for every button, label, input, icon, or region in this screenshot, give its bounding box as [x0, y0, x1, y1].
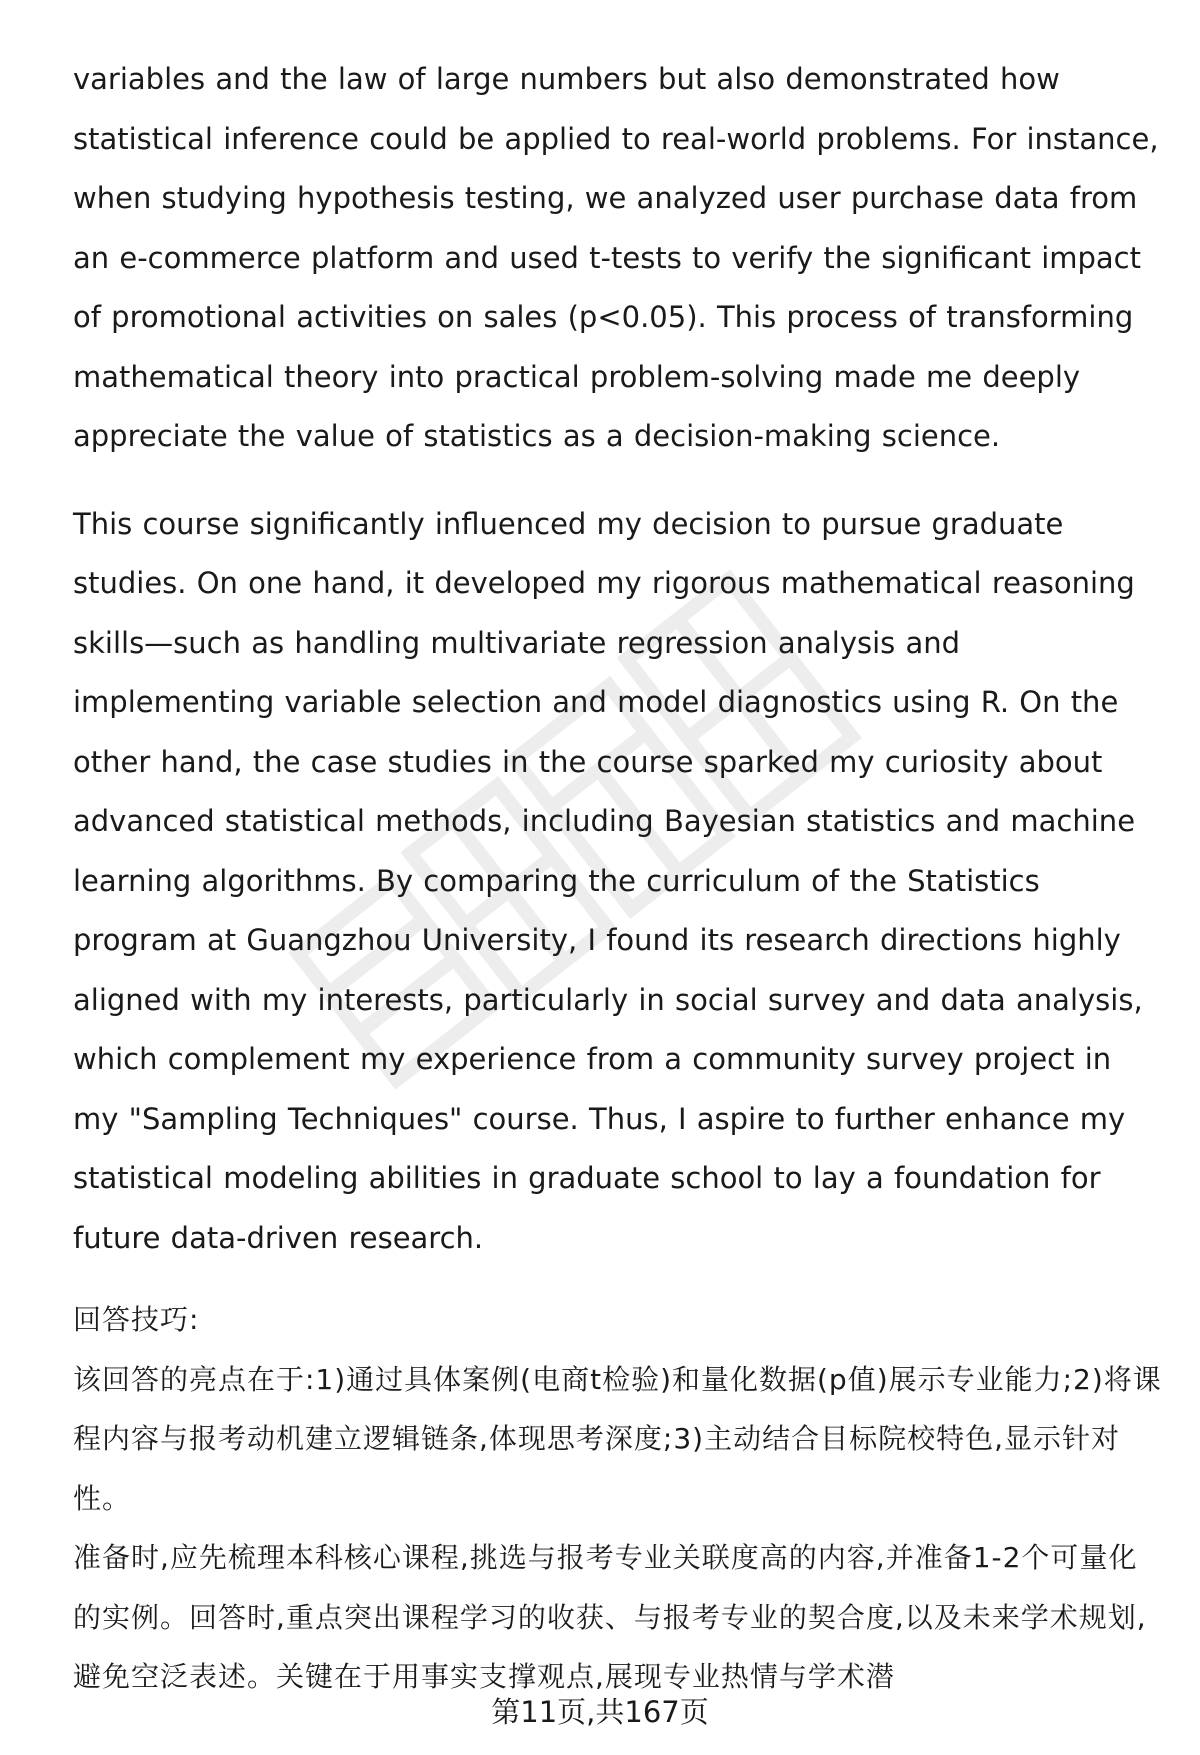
page-number-footer: 第11页,共167页 — [491, 1695, 709, 1729]
document-body — [73, 50, 1163, 1707]
body-paragraph: variables and the law of large numbers but also demonstrated how statistical inference could be applied to real-world problems. For instance, when studying hypothesis testing, we analyzed user purchase data from an e-commerce platform and used t-tests to verify the significant impact of promotional activities on sales (p<0.05). This process of transforming mathematical theory into practical problem-solving made me deeply appreciate the value of statistics as a decision-making science. — [73, 62, 1159, 453]
tips-paragraph: 准备时,应先梳理本科核心课程,挑选与报考专业关联度高的内容,并准备1-2个可量化的实例。回答时,重点突出课程学习的收获、与报考专业的契合度,以及未来学术规划,避免空泛表述。关键在于用事实支撑观点,展现专业热情与学术潜 — [73, 1541, 1147, 1693]
answer-tips-section — [73, 1290, 1163, 1707]
body-paragraph: This course significantly influenced my decision to pursue graduate studies. On one hand, it developed my rigorous mathematical reasoning skills—such as handling multivariate regression analysis and implementing variable selection and model diagnostics using R. On the other hand, the case studies in the course sparked my curiosity about advanced statistical methods, including Bayesian statistics and machine learning algorithms. By comparing the curriculum of the Statistics program at Guangzhou University, I found its research directions highly aligned with my interests, particularly in social survey and data analysis, which complement my experience from a community survey project in my "Sampling Techniques" course. Thus, I aspire to further enhance my statistical modeling abilities in graduate school to lay a foundation for future data-driven research. — [73, 506, 1143, 1255]
tips-paragraph: 该回答的亮点在于:1)通过具体案例(电商t检验)和量化数据(p值)展示专业能力;2)将课程内容与报考动机建立逻辑链条,体现思考深度;3)主动结合目标院校特色,显示针对性。 — [73, 1362, 1162, 1515]
tips-heading: 回答技巧: — [73, 1303, 200, 1336]
